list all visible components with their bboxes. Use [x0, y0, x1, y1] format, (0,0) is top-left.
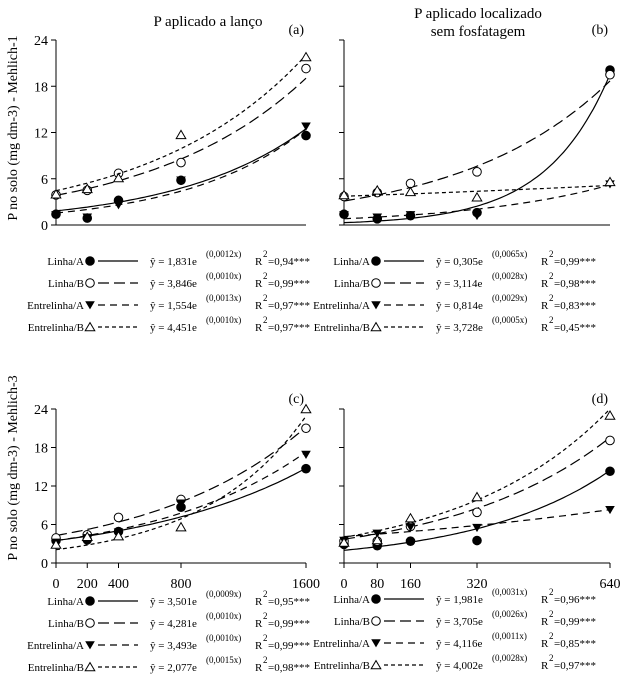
legend-r2-symbol: R: [255, 662, 263, 674]
x-tick-label: 800: [170, 577, 192, 592]
x-tick-label: 200: [76, 577, 98, 592]
fit-curve-entrelinha-a: [56, 129, 306, 213]
legend-exponent: (0,0029x): [492, 293, 528, 303]
ylabel-bottom: P no solo (mg dm-3) - Mehlich-3: [6, 375, 21, 561]
point-entrelinha-a: [301, 123, 311, 131]
y-tick-label: 18: [34, 80, 48, 96]
legend-exponent: (0,0026x): [492, 609, 528, 619]
legend-label: Entrelinha/A: [313, 300, 370, 312]
legend-r2-sup: 2: [263, 293, 268, 303]
legend-r2-symbol: R: [541, 594, 549, 606]
legend-exponent: (0,0011x): [492, 631, 527, 641]
panel-d: [313, 392, 620, 672]
legend-marker: [86, 597, 95, 606]
point-linha-b: [177, 158, 186, 167]
legend-r2-symbol: R: [255, 596, 263, 608]
legend-marker: [86, 257, 95, 266]
legend-r2: =0,97***: [268, 322, 310, 334]
legend-marker: [372, 617, 381, 626]
panel-label: (a): [288, 23, 304, 38]
legend-equation: ŷ = 2,077e: [150, 662, 197, 674]
panel-c: [27, 392, 320, 674]
legend-r2-sup: 2: [549, 631, 554, 641]
legend-label: Entrelinha/B: [313, 660, 370, 672]
panel-a: [27, 23, 311, 334]
y-tick-label: 0: [41, 557, 48, 572]
point-linha-a: [473, 536, 482, 545]
y-tick-label: 12: [34, 480, 48, 495]
x-tick-label: 80: [370, 577, 385, 592]
legend-equation: ŷ = 1,981e: [436, 594, 483, 606]
legend-marker: [371, 323, 381, 331]
fit-curve-linha-a: [56, 129, 306, 211]
point-linha-a: [302, 464, 311, 473]
legend-r2-sup: 2: [549, 609, 554, 619]
legend-r2-symbol: R: [255, 640, 263, 652]
legend-equation: ŷ = 3,501e: [150, 596, 197, 608]
legend-exponent: (0,0065x): [492, 249, 528, 259]
legend-r2: =0,95***: [268, 596, 310, 608]
legend-row-linha-b: [334, 609, 596, 628]
legend-r2: =0,96***: [554, 594, 596, 606]
point-linha-a: [406, 537, 415, 546]
legend-r2: =0,99***: [554, 616, 596, 628]
legend-r2-symbol: R: [255, 618, 263, 630]
legend-r2: =0,99***: [268, 618, 310, 630]
y-tick-label: 24: [34, 403, 48, 418]
legend-r2-sup: 2: [263, 589, 268, 599]
legend-equation: ŷ = 3,114e: [436, 278, 483, 290]
legend-r2: =0,83***: [554, 300, 596, 312]
legend-equation: ŷ = 3,493e: [150, 640, 197, 652]
fit-curve-entrelinha-b: [56, 55, 306, 191]
legend-label: Entrelinha/A: [27, 300, 84, 312]
legend-exponent: (0,0015x): [206, 655, 242, 665]
legend-r2: =0,99***: [268, 278, 310, 290]
legend-r2: =0,45***: [554, 322, 596, 334]
legend-r2-symbol: R: [541, 278, 549, 290]
y-tick-label: 6: [41, 172, 48, 188]
fit-curve-entrelinha-b: [344, 409, 610, 537]
legend-marker: [86, 619, 95, 628]
legend-exponent: (0,0028x): [492, 271, 528, 281]
legend-row-linha-b: [334, 271, 596, 290]
y-tick-label: 6: [41, 518, 48, 534]
legend-label: Entrelinha/A: [313, 638, 370, 650]
panels: [27, 23, 620, 674]
point-entrelinha-b: [406, 514, 416, 522]
legend-r2-sup: 2: [549, 315, 554, 325]
y-tick-label: 24: [34, 34, 48, 49]
legend-label: Entrelinha/A: [27, 640, 84, 652]
legend-equation: ŷ = 0,814e: [436, 300, 483, 312]
legend-row-linha-b: [48, 271, 310, 290]
legend-label: Linha/B: [333, 278, 370, 290]
legend-label: Linha/B: [47, 278, 84, 290]
legend-exponent: (0,0013x): [206, 293, 242, 303]
legend-marker: [371, 639, 381, 647]
legend-row-entrelinha-b: [314, 653, 596, 672]
legend-row-entrelinha-b: [28, 655, 310, 674]
panel-b: [313, 23, 615, 334]
panel-label: (d): [591, 392, 608, 407]
panel-label: (b): [591, 23, 608, 38]
x-tick-label: 0: [340, 577, 348, 592]
legend-marker: [86, 279, 95, 288]
legend-row-entrelinha-a: [313, 631, 596, 650]
legend-equation: ŷ = 1,554e: [150, 300, 197, 312]
legend-label: Linha/A: [47, 256, 84, 268]
legend-equation: ŷ = 4,116e: [436, 638, 483, 650]
legend-r2-sup: 2: [549, 271, 554, 281]
legend-r2-sup: 2: [263, 271, 268, 281]
legend-label: Linha/A: [333, 256, 370, 268]
title-right-line1: P aplicado localizado: [414, 6, 542, 22]
title-right-line2: sem fosfatagem: [430, 24, 526, 40]
legend-equation: ŷ = 4,281e: [150, 618, 197, 630]
legend-r2-symbol: R: [541, 616, 549, 628]
legend-equation: ŷ = 3,846e: [150, 278, 197, 290]
legend-row-entrelinha-a: [27, 293, 310, 312]
legend-marker: [371, 301, 381, 309]
legend-exponent: (0,0010x): [206, 271, 242, 281]
point-entrelinha-b: [176, 523, 186, 531]
x-tick-label: 0: [52, 577, 60, 592]
point-linha-b: [473, 508, 482, 517]
legend-r2-symbol: R: [541, 660, 549, 672]
legend-marker: [85, 301, 95, 309]
legend-label: Entrelinha/B: [27, 662, 84, 674]
legend-r2-symbol: R: [541, 256, 549, 268]
legend-equation: ŷ = 4,451e: [150, 322, 197, 334]
legend-r2: =0,94***: [268, 256, 310, 268]
legend-label: Entrelinha/B: [27, 322, 84, 334]
legend-marker: [85, 641, 95, 649]
legend-equation: ŷ = 3,705e: [436, 616, 483, 628]
legend-r2-symbol: R: [255, 300, 263, 312]
legend-r2: =0,98***: [554, 278, 596, 290]
y-tick-label: 18: [34, 441, 48, 457]
legend-r2: =0,99***: [268, 640, 310, 652]
point-entrelinha-a: [301, 451, 311, 459]
x-tick-label: 1600: [292, 577, 320, 592]
x-tick-label: 160: [400, 577, 421, 592]
point-linha-b: [114, 513, 123, 522]
legend-exponent: (0,0009x): [206, 589, 242, 599]
legend-equation: ŷ = 4,002e: [436, 660, 483, 672]
legend-r2-sup: 2: [549, 587, 554, 597]
legend-marker: [372, 257, 381, 266]
x-tick-label: 640: [599, 577, 621, 592]
legend-row-linha-b: [48, 611, 310, 630]
legend-exponent: (0,0031x): [492, 587, 528, 597]
legend-marker: [372, 279, 381, 288]
legend-r2: =0,85***: [554, 638, 596, 650]
legend-r2: =0,99***: [554, 256, 596, 268]
legend-equation: ŷ = 3,728e: [436, 322, 483, 334]
legend-r2: =0,98***: [268, 662, 310, 674]
legend-r2-symbol: R: [255, 322, 263, 334]
legend-r2-symbol: R: [255, 256, 263, 268]
legend-marker: [85, 323, 95, 331]
legend-row-entrelinha-a: [27, 633, 310, 652]
legend-exponent: (0,0010x): [206, 315, 242, 325]
x-tick-label: 400: [108, 577, 129, 592]
legend-equation: ŷ = 1,831e: [150, 256, 197, 268]
point-linha-b: [606, 70, 615, 79]
x-tick-label: 320: [466, 577, 488, 592]
point-entrelinha-b: [301, 53, 311, 61]
legend-row-linha-a: [47, 249, 310, 268]
point-entrelinha-b: [472, 193, 482, 201]
panel-label: (c): [288, 392, 304, 407]
legend-exponent: (0,0012x): [206, 249, 242, 259]
legend-r2: =0,97***: [268, 300, 310, 312]
point-linha-a: [606, 467, 615, 476]
legend-r2-sup: 2: [263, 655, 268, 665]
legend-r2-symbol: R: [541, 322, 549, 334]
point-linha-b: [302, 424, 311, 433]
legend-equation: ŷ = 0,305e: [436, 256, 483, 268]
y-tick-label: 0: [41, 219, 48, 234]
legend-label: Linha/B: [47, 618, 84, 630]
point-linha-b: [302, 64, 311, 73]
y-tick-label: 12: [34, 126, 48, 142]
point-linha-b: [406, 179, 415, 188]
legend-label: Linha/A: [333, 594, 370, 606]
title-left: P aplicado a lanço: [153, 14, 263, 30]
legend-r2-symbol: R: [541, 638, 549, 650]
legend-exponent: (0,0005x): [492, 315, 528, 325]
legend-r2-symbol: R: [255, 278, 263, 290]
legend-marker: [372, 595, 381, 604]
legend-label: Linha/B: [333, 616, 370, 628]
legend-r2-sup: 2: [263, 315, 268, 325]
legend-exponent: (0,0028x): [492, 653, 528, 663]
point-entrelinha-a: [114, 201, 124, 209]
point-entrelinha-b: [472, 493, 482, 501]
point-entrelinha-b: [176, 130, 186, 138]
legend-row-linha-a: [333, 249, 596, 268]
legend-exponent: (0,0010x): [206, 633, 242, 643]
legend-r2-sup: 2: [263, 633, 268, 643]
point-linha-b: [473, 168, 482, 177]
legend-row-entrelinha-a: [313, 293, 596, 312]
point-linha-b: [606, 436, 615, 445]
legend-label: Entrelinha/B: [313, 322, 370, 334]
legend-r2-sup: 2: [549, 293, 554, 303]
legend-r2-sup: 2: [263, 249, 268, 259]
point-linha-a: [302, 131, 311, 140]
legend-marker: [371, 661, 381, 669]
legend-r2-symbol: R: [541, 300, 549, 312]
legend-exponent: (0,0010x): [206, 611, 242, 621]
legend-row-entrelinha-b: [28, 315, 310, 334]
legend-label: Linha/A: [47, 596, 84, 608]
ylabel-top: P no solo (mg dm-3) - Mehlich-1: [6, 35, 21, 221]
legend-marker: [85, 663, 95, 671]
legend-row-entrelinha-b: [314, 315, 596, 334]
legend-r2-sup: 2: [549, 249, 554, 259]
fit-curve-linha-b: [344, 81, 610, 201]
legend-r2-sup: 2: [549, 653, 554, 663]
legend-r2-sup: 2: [263, 611, 268, 621]
legend-r2: =0,97***: [554, 660, 596, 672]
